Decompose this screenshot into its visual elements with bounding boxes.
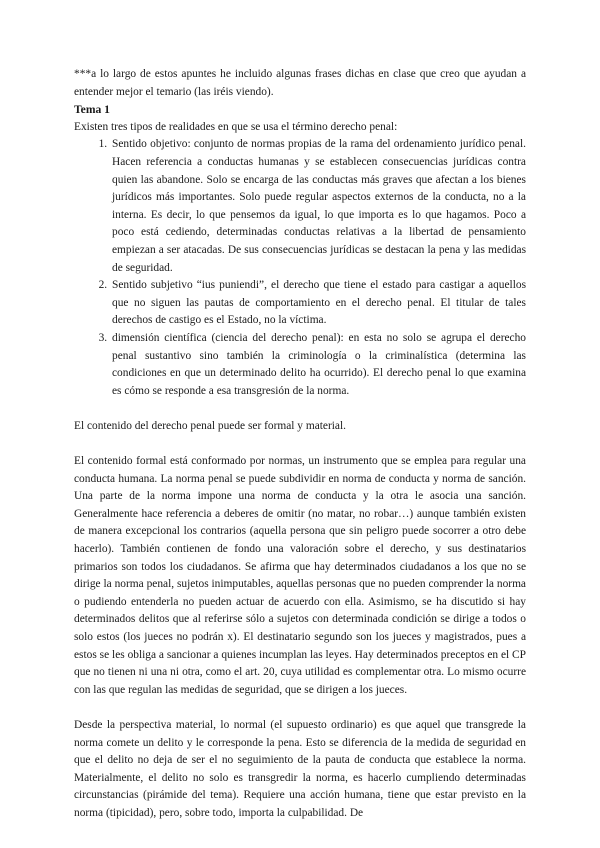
realities-list (74, 136, 526, 400)
intro-note: ***a lo largo de estos apuntes he incluido algunas frases dichas en clase que creo que ayudan a entender mejor el temario (las iréis viendo). (74, 68, 526, 98)
list-item: 2. Sentido subjetivo “ius puniendi”, el derecho que tiene el estado para castigar a aquellos que no siguen las pautas de comportamiento en el derecho penal. El titular de tales derechos de castigo es el Estado, no la víctima. (110, 277, 526, 330)
paragraph-formal-content: El contenido formal está conformado por normas, un instrumento que se emplea para regular una conducta humana. La norma penal se puede subdividir en norma de conducta y norma de sanción. Una parte de la norma impone una norma de conducta y la otra le asocia una sanción. Generalmente hace referencia a deberes de omitir (no matar, no robar…) aunque también existen de manera excepcional los contrarios (aquella persona que sin peligro puede socorrer a otro debe hacerlo). También contienen de fondo una valoración sobre el derecho, y sus destinatarios primarios son todos los ciudadanos. Se afirma que hay determinados ciudadanos a los que no se dirige la norma penal, sujetos inimputables, aquellas personas que no pueden comprender la norma o pudiendo entenderla no pueden actuar de acuerdo con ella. Asimismo, se ha discutido si hay determinados delitos que al referirse sólo a sujetos con determinada condición se dirige a todos o solo estos (los jueces no podrán x). El destinatario segundo son los jueces y magistrados, pues a estos se les obliga a sancionar a quienes incumplan las leyes. Hay determinados preceptos en el CP que no tienen ni una ni otra, como el art. 20, cuya utilidad es complementar otra. Lo mismo ocurre con las que regulan las medidas de seguridad, que se dirigen a los jueces. (74, 455, 526, 696)
paragraph-content-types: El contenido del derecho penal puede ser formal y material. (74, 419, 346, 432)
paragraph-material-perspective: Desde la perspectiva material, lo normal (el supuesto ordinario) es que aquel que transgrede la norma comete un delito y le corresponde la pena. Esto se diferencia de la medida de seguridad en que el delito no deja de ser el no seguimiento de la pauta de conducta que establece la norma. Materialmente, el delito no solo es transgredir la norma, es hacerlo cumpliendo determinadas circunstancias (pirámide del tema). Requiere una acción humana, tiene que estar previsto en la norma (tipicidad), pero, sobre todo, importa la culpabilidad. De (74, 718, 526, 819)
lead-paragraph: Existen tres tipos de realidades en que se usa el término derecho penal: (74, 120, 398, 133)
section-heading: Tema 1 (74, 103, 110, 117)
list-item: 1. Sentido objetivo: conjunto de normas propias de la rama del ordenamiento jurídico penal. Hacen referencia a conductas humanas y se establecen consecuencias jurídicas contra quien las abandone. Solo se encarga de las conductas más graves que afectan a los bienes jurídicos más importantes. Solo puede regular aspectos externos de la conducta, no a la interna. Es decir, lo que pensemos da igual, lo que importa es lo que hagamos. Poco a poco está cediendo, determinadas conductas relativas a la libertad de pensamiento empiezan a ser atacadas. De sus consecuencias jurídicas se destacan la pena y las medidas de seguridad. (110, 136, 526, 277)
list-item: 3. dimensión científica (ciencia del derecho penal): en esta no solo se agrupa el derecho penal sustantivo sino también la criminología o la criminalística (determina las condiciones en que un determinado delito ha ocurrido). El derecho penal lo que examina es cómo se responde a esa transgresión de la norma. (110, 330, 526, 400)
